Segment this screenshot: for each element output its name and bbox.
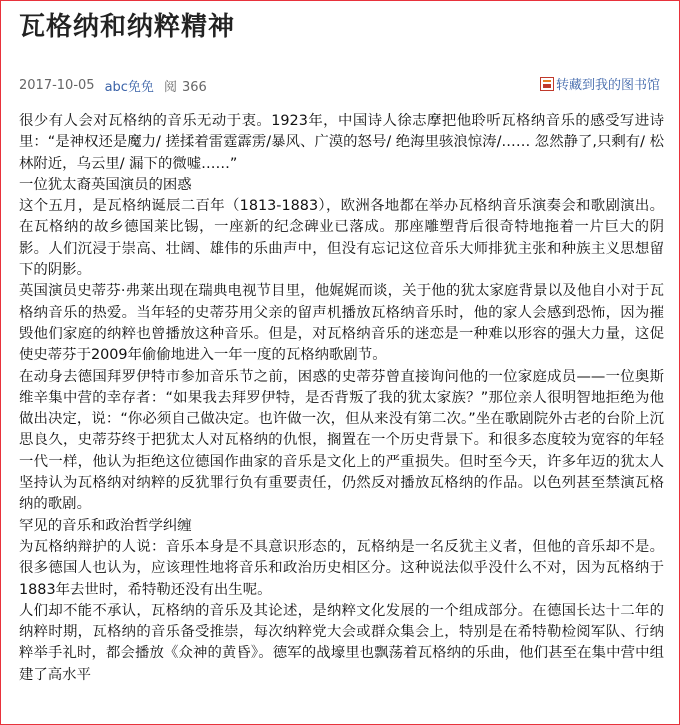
paragraph: 英国演员史蒂芬·弗莱出现在瑞典电视节目里，他娓娓而谈，关于他的犹太家庭背景以及他自小对于瓦格纳音乐的热爱。当年轻的史蒂芬用父亲的留声机播放瓦格纳音乐时，他的家人会感到恐怖，因为摧毁他们家庭的纳粹也曾播放这种音乐。但是，对瓦格纳音乐的迷恋是一种难以形容的强大力量，这促使史蒂芬于2009年偷偷地进入一年一度的瓦格纳歌剧节。 — [19, 283, 664, 364]
paragraph: 在动身去德国拜罗伊特市参加音乐节之前，困惑的史蒂芬曾直接询问他的一位家庭成员——一位奥斯维辛集中营的幸存者：“如果我去拜罗伊特，是否背叛了我的犹太家族？”那位亲人很明智地拒绝为他做出决定，说：“你必须自己做决定。也许做一次，但从来没有第二次。”坐在歌剧院外古老的台阶上沉思良久，史蒂芬终于把犹太人对瓦格纳的仇恨，搁置在一个历史背景下。和很多态度较为宽容的年轻一代一样，他认为拒绝这位德国作曲家的音乐是文化上的严重损失。但时至今天，许多年迈的犹太人坚持认为瓦格纳对纳粹的反犹罪行负有重要责任，仍然反对播放瓦格纳的作品。以色列甚至禁演瓦格纳的歌剧。 — [19, 368, 664, 513]
article-meta — [19, 76, 207, 95]
article-body — [19, 111, 664, 686]
save-to-library-label: 转藏到我的图书馆 — [555, 78, 660, 93]
section-heading-2: 罕见的音乐和政治哲学纠缠 — [19, 517, 192, 534]
section-heading-1: 一位犹太裔英国演员的困惑 — [19, 176, 192, 193]
read-count — [164, 76, 207, 95]
read-count-label: 阅 — [163, 80, 177, 95]
paragraph: 这个五月，是瓦格纳诞辰二百年（1813-1883），欧洲各地都在举办瓦格纳音乐演奏会和歌剧演出。在瓦格纳的故乡德国莱比锡，一座新的纪念碑业已落成。那座雕塑背后很奇特地拖着一片巨大的阴影。人们沉浸于崇高、壮阔、雄伟的乐曲声中，但没有忘记这位音乐大师排犹主张和种族主义思想留下的阴影。 — [19, 198, 664, 279]
article-date: 2017-10-05 — [19, 78, 95, 93]
read-count-value: 366 — [181, 80, 207, 95]
article-title: 瓦格纳和纳粹精神 — [19, 12, 236, 42]
library-save-icon — [540, 77, 554, 91]
author-link[interactable]: abc免免 — [104, 80, 154, 95]
paragraph: 为瓦格纳辩护的人说：音乐本身是不具意识形态的，瓦格纳是一名反犹主义者，但他的音乐却不是。很多德国人也认为，应该理性地将音乐和政治历史相区分。这种说法似乎没什么不对，因为瓦格纳于1883年去世时，希特勒还没有出生呢。 — [19, 538, 664, 598]
paragraph-intro: 很少有人会对瓦格纳的音乐无动于衷。1923年，中国诗人徐志摩把他聆听瓦格纳音乐的感受写进诗里：“是神权还是魔力/ 搓揉着雷霆霹雳/暴风、广漠的怒号/ 绝海里骇浪惊涛/…… 忽然静了,只剩有/ 松林附近，乌云里/ 漏下的微嘘……” — [19, 113, 664, 172]
save-to-library-button[interactable] — [540, 74, 660, 93]
paragraph: 人们却不能不承认，瓦格纳的音乐及其论述，是纳粹文化发展的一个组成部分。在德国长达十二年的纳粹时期，瓦格纳的音乐备受推崇，每次纳粹党大会或群众集会上，特别是在希特勒检阅军队、行纳粹举手礼时，都会播放《众神的黄昏》。德军的战壕里也飘荡着瓦格纳的乐曲，他们甚至在集中营中组建了高水平 — [19, 602, 664, 683]
